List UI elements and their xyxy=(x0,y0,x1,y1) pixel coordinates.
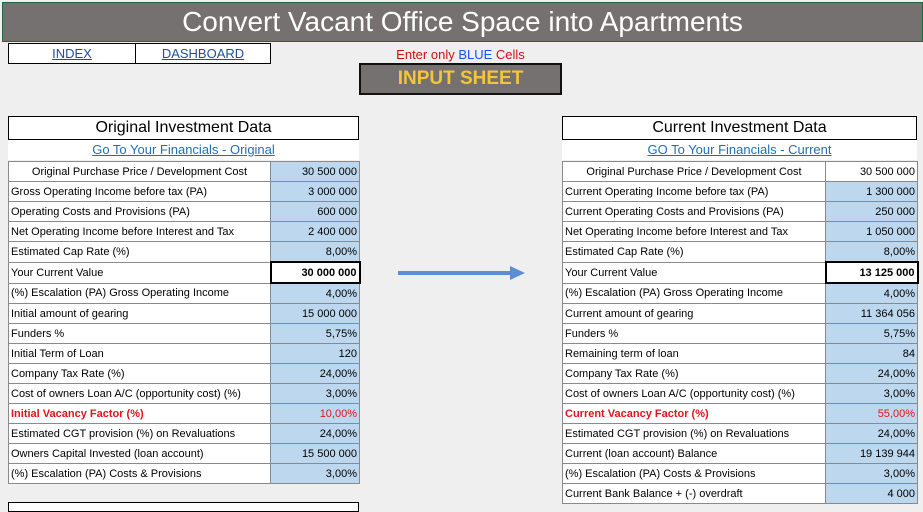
row-label: (%) Escalation (PA) Costs & Provisions xyxy=(9,464,271,484)
original-row xyxy=(9,324,360,344)
original-row xyxy=(9,364,360,384)
row-label: Estimated Cap Rate (%) xyxy=(563,242,826,263)
row-label: (%) Escalation (PA) Gross Operating Income xyxy=(563,283,826,304)
row-label: Estimated CGT provision (%) on Revaluations xyxy=(9,424,271,444)
row-label: Current (loan account) Balance xyxy=(563,444,826,464)
row-label: Your Current Value xyxy=(563,262,826,283)
current-financials-link[interactable]: GO To Your Financials - Current xyxy=(562,140,917,160)
current-row xyxy=(563,262,918,283)
row-label: Original Purchase Price / Development Cost xyxy=(563,162,826,182)
input-cell[interactable]: 2 400 000 xyxy=(271,222,360,242)
input-cell[interactable]: 10,00% xyxy=(271,404,360,424)
arrow-right-icon xyxy=(398,265,526,281)
instruction-text-blue: BLUE xyxy=(458,47,493,62)
input-cell[interactable]: 24,00% xyxy=(271,424,360,444)
current-row xyxy=(563,222,918,242)
current-panel-title: Current Investment Data xyxy=(562,116,917,140)
row-label: Initial Term of Loan xyxy=(9,344,271,364)
current-row xyxy=(563,182,918,202)
input-cell[interactable]: 4,00% xyxy=(826,283,918,304)
input-cell[interactable]: 8,00% xyxy=(826,242,918,263)
input-cell[interactable]: 3,00% xyxy=(271,384,360,404)
current-row xyxy=(563,484,918,504)
input-cell[interactable]: 24,00% xyxy=(826,364,918,384)
input-cell[interactable]: 24,00% xyxy=(271,364,360,384)
input-cell[interactable]: 11 364 056 xyxy=(826,304,918,324)
input-cell[interactable]: 120 xyxy=(271,344,360,364)
original-row xyxy=(9,304,360,324)
input-cell[interactable]: 4,00% xyxy=(271,283,360,304)
row-label: Current Operating Income before tax (PA) xyxy=(563,182,826,202)
original-row xyxy=(9,262,360,283)
input-cell: 13 125 000 xyxy=(826,262,918,283)
original-row xyxy=(9,404,360,424)
current-row xyxy=(563,162,918,182)
input-cell[interactable]: 5,75% xyxy=(826,324,918,344)
current-row xyxy=(563,324,918,344)
current-row xyxy=(563,404,918,424)
current-row xyxy=(563,344,918,364)
current-row xyxy=(563,364,918,384)
original-row xyxy=(9,182,360,202)
row-label: Initial Vacancy Factor (%) xyxy=(9,404,271,424)
input-cell: 30 000 000 xyxy=(271,262,360,283)
input-cell[interactable]: 5,75% xyxy=(271,324,360,344)
original-row xyxy=(9,444,360,464)
current-row xyxy=(563,304,918,324)
input-cell[interactable]: 55,00% xyxy=(826,404,918,424)
row-label: (%) Escalation (PA) Gross Operating Income xyxy=(9,283,271,304)
input-cell[interactable]: 600 000 xyxy=(271,202,360,222)
input-sheet-banner: INPUT SHEET xyxy=(359,63,562,95)
row-label: Current Operating Costs and Provisions (PA) xyxy=(563,202,826,222)
row-label: Estimated CGT provision (%) on Revaluations xyxy=(563,424,826,444)
input-cell[interactable]: 4 000 xyxy=(826,484,918,504)
dashboard-link[interactable]: DASHBOARD xyxy=(135,43,271,64)
current-row xyxy=(563,464,918,484)
current-row xyxy=(563,424,918,444)
original-row xyxy=(9,283,360,304)
input-cell: 30 500 000 xyxy=(826,162,918,182)
input-cell[interactable]: 3,00% xyxy=(826,464,918,484)
row-label: Funders % xyxy=(9,324,271,344)
input-cell[interactable]: 3,00% xyxy=(826,384,918,404)
input-cell[interactable]: 3,00% xyxy=(271,464,360,484)
input-cell[interactable]: 24,00% xyxy=(826,424,918,444)
input-cell[interactable]: 84 xyxy=(826,344,918,364)
current-row xyxy=(563,283,918,304)
row-label: Owners Capital Invested (loan account) xyxy=(9,444,271,464)
instruction-text-1: Enter only xyxy=(396,47,459,62)
row-label: Current amount of gearing xyxy=(563,304,826,324)
current-row xyxy=(563,242,918,263)
index-link[interactable]: INDEX xyxy=(8,43,136,64)
current-row xyxy=(563,202,918,222)
input-cell[interactable]: 19 139 944 xyxy=(826,444,918,464)
original-data-table xyxy=(8,161,361,484)
original-row xyxy=(9,344,360,364)
row-label: Company Tax Rate (%) xyxy=(563,364,826,384)
row-label: Initial amount of gearing xyxy=(9,304,271,324)
original-row xyxy=(9,424,360,444)
row-label: (%) Escalation (PA) Costs & Provisions xyxy=(563,464,826,484)
current-row xyxy=(563,384,918,404)
input-cell[interactable]: 250 000 xyxy=(826,202,918,222)
original-row xyxy=(9,202,360,222)
row-label: Remaining term of loan xyxy=(563,344,826,364)
row-label: Net Operating Income before Interest and Tax xyxy=(9,222,271,242)
original-row xyxy=(9,384,360,404)
input-cell[interactable]: 15 000 000 xyxy=(271,304,360,324)
original-panel-title: Original Investment Data xyxy=(8,116,359,140)
page-title: Convert Vacant Office Space into Apartments xyxy=(2,2,923,42)
row-label: Funders % xyxy=(563,324,826,344)
original-row xyxy=(9,464,360,484)
original-row xyxy=(9,162,360,182)
input-cell[interactable]: 15 500 000 xyxy=(271,444,360,464)
original-row xyxy=(9,222,360,242)
original-financials-link[interactable]: Go To Your Financials - Original xyxy=(8,140,359,160)
row-label: Current Bank Balance + (-) overdraft xyxy=(563,484,826,504)
row-label: Cost of owners Loan A/C (opportunity cost) (%) xyxy=(563,384,826,404)
row-label: Estimated Cap Rate (%) xyxy=(9,242,271,263)
instruction-text-2: Cells xyxy=(492,47,525,62)
row-label: Gross Operating Income before tax (PA) xyxy=(9,182,271,202)
input-instruction xyxy=(359,45,562,64)
row-label: Current Vacancy Factor (%) xyxy=(563,404,826,424)
current-row xyxy=(563,444,918,464)
row-label: Your Current Value xyxy=(9,262,271,283)
row-label: Company Tax Rate (%) xyxy=(9,364,271,384)
input-cell[interactable]: 1 300 000 xyxy=(826,182,918,202)
row-label: Original Purchase Price / Development Cost xyxy=(9,162,271,182)
input-cell[interactable]: 3 000 000 xyxy=(271,182,360,202)
next-section-box xyxy=(8,502,359,512)
input-cell[interactable]: 8,00% xyxy=(271,242,360,263)
row-label: Operating Costs and Provisions (PA) xyxy=(9,202,271,222)
row-label: Net Operating Income before Interest and Tax xyxy=(563,222,826,242)
current-data-table xyxy=(562,161,919,504)
row-label: Cost of owners Loan A/C (opportunity cost) (%) xyxy=(9,384,271,404)
original-row xyxy=(9,242,360,263)
input-cell[interactable]: 1 050 000 xyxy=(826,222,918,242)
input-cell[interactable]: 30 500 000 xyxy=(271,162,360,182)
